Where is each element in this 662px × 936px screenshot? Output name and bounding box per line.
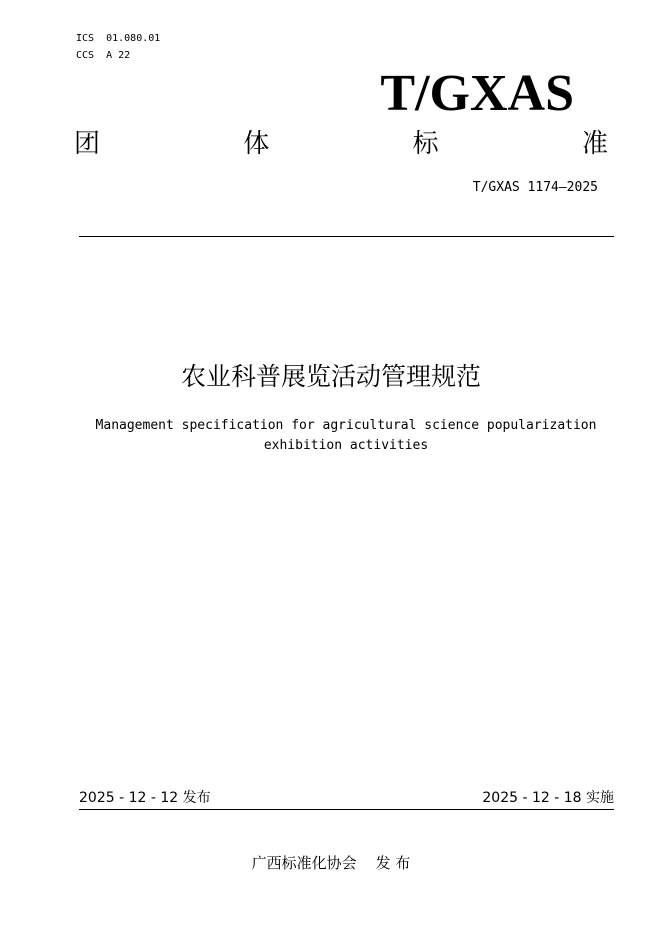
- standard-type-char: 团: [74, 129, 101, 159]
- issue-date: 2025 - 12 - 12 发布: [79, 790, 211, 806]
- standard-type-heading: [74, 127, 608, 161]
- standard-org-code: T/GXAS: [380, 65, 574, 122]
- top-divider: [79, 236, 614, 237]
- ics-code: ICS 01.080.01: [76, 33, 161, 44]
- english-title-line-2: exhibition activities: [263, 438, 429, 453]
- english-title-line-1: Management specification for agricultural science popularization: [95, 418, 597, 433]
- implementation-date: 2025 - 12 - 18 实施: [482, 790, 614, 806]
- publisher: 广西标准化协会 发 布: [251, 854, 411, 872]
- standard-type-char: 准: [581, 129, 608, 159]
- standard-type-char: 标: [412, 129, 439, 159]
- ccs-code: CCS A 22: [76, 50, 131, 61]
- chinese-title: 农业科普展览活动管理规范: [180, 362, 481, 391]
- bottom-divider: [79, 809, 614, 810]
- date-row: [79, 788, 614, 808]
- standard-number: T/GXAS 1174—2025: [472, 180, 598, 195]
- standard-type-char: 体: [243, 129, 270, 159]
- english-title: [80, 416, 612, 456]
